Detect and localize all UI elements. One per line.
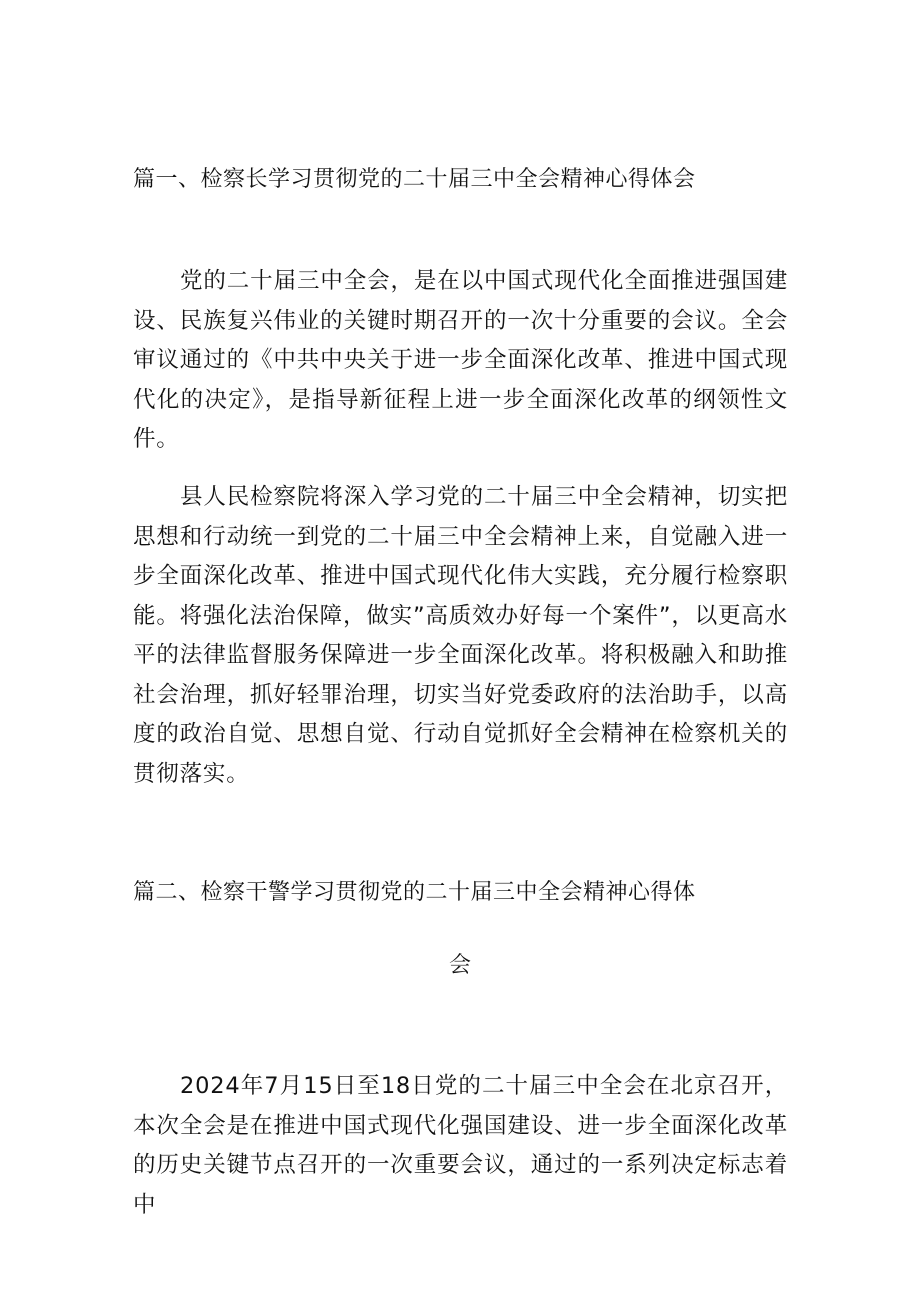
section-1-paragraph-2: 县人民检察院将深入学习党的二十届三中全会精神，切实把思想和行动统一到党的二十届三中全会精神上来，自觉融入进一步全面深化改革、推进中国式现代化伟大实践，充分履行检察职能。将强化法治保障，做实”高质效办好每一个案件”，以更高水平的法律监督服务保障进一步全面深化改革。将积极融入和助推社会治理，抓好轻罪治理，切实当好党委政府的法治助手，以高度的政治自觉、思想自觉、行动自觉抓好全会精神在检察机关的贯彻落实。 [133, 484, 788, 787]
section-1-paragraph-1: 党的二十届三中全会，是在以中国式现代化全面推进强国建设、民族复兴伟业的关键时期召开的一次十分重要的会议。全会审议通过的《中共中央关于进一步全面深化改革、推进中国式现代化的决定》，是指导新征程上进一步全面深化改革的纲领性文件。 [133, 268, 788, 452]
section-1-title: 篇一、检察长学习贯彻党的二十届三中全会精神心得体会 [133, 167, 696, 192]
section-2-title: 篇二、检察干警学习贯彻党的二十届三中全会精神心得体 [133, 880, 696, 905]
section-2-paragraph-1: 2024年7月15日至18日党的二十届三中全会在北京召开，本次全会是在推进中国式现代化强国建设、进一步全面深化改革的历史关键节点召开的一次重要会议，通过的一系列决定标志着中 [133, 1073, 788, 1218]
section-2-title-continuation: 会 [448, 953, 471, 978]
